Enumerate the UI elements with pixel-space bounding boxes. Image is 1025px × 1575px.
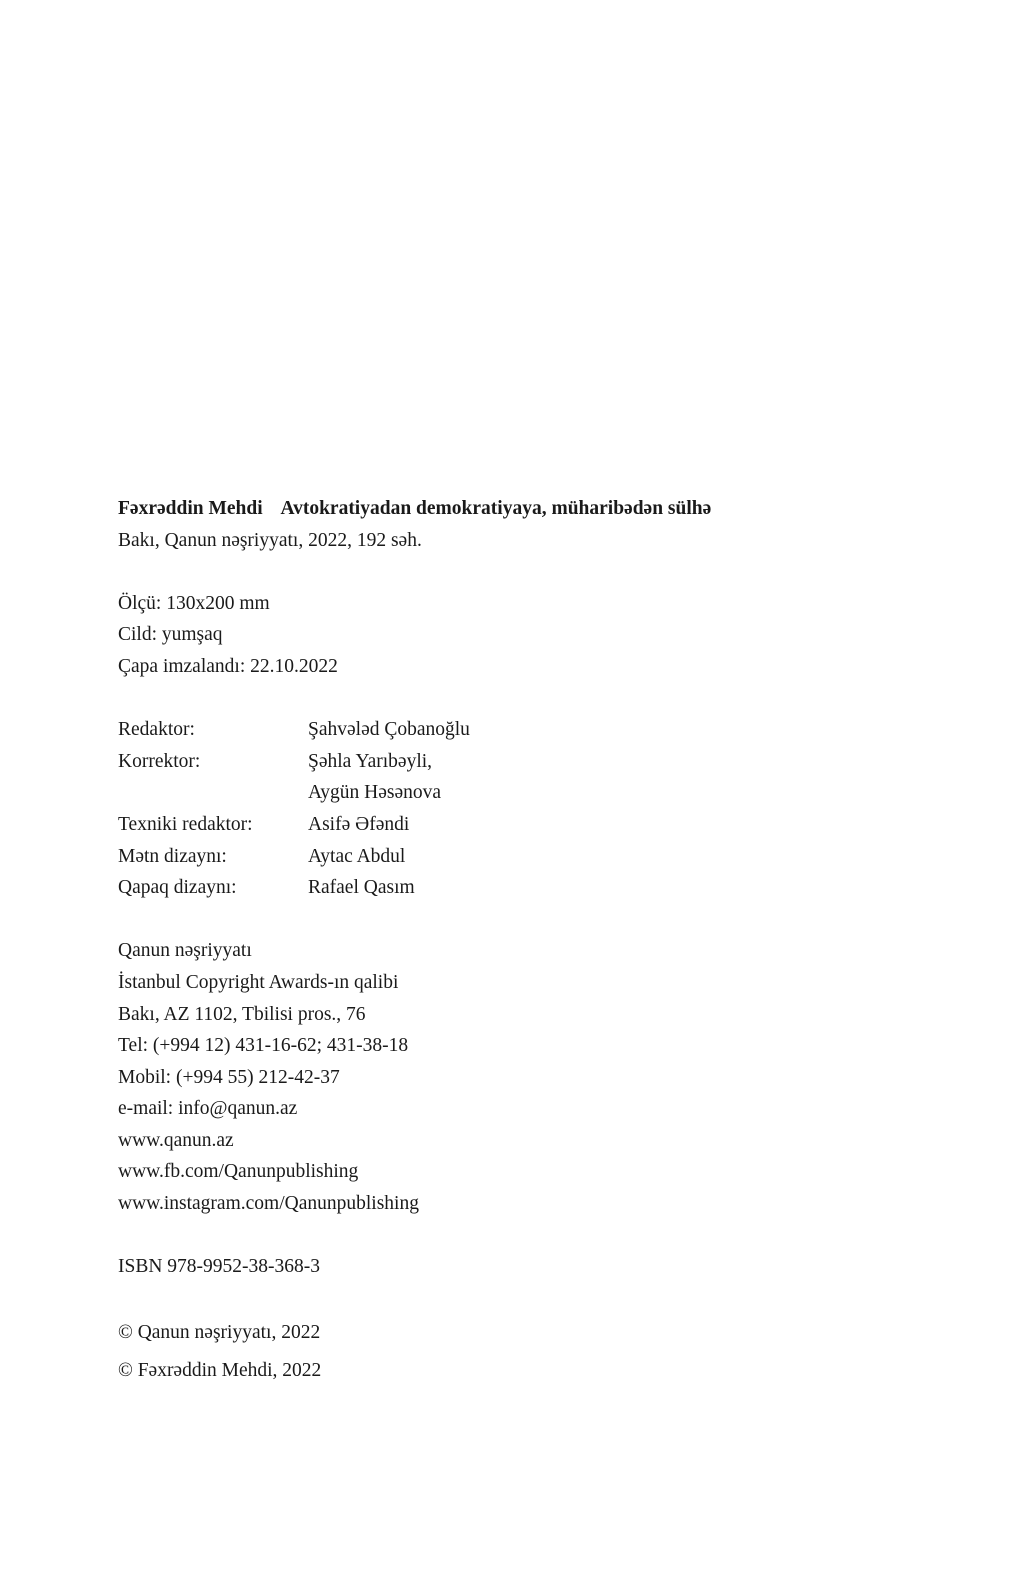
- book-author: Fəxrəddin Mehdi: [118, 498, 263, 519]
- credit-role: [118, 777, 308, 809]
- publisher-name: Qanun nəşriyyatı: [118, 940, 252, 962]
- credits-list: [118, 714, 918, 904]
- publisher-address: Bakı, AZ 1102, Tbilisi pros., 76: [118, 1003, 366, 1025]
- spacer: [118, 1283, 918, 1314]
- credit-role: Qapaq dizaynı:: [118, 877, 237, 899]
- credit-name: Aygün Həsənova: [308, 782, 442, 804]
- copyright-author: © Fəxrəddin Mehdi, 2022: [118, 1359, 322, 1381]
- credit-row-technical-editor: [118, 809, 918, 841]
- specs-list: [118, 588, 918, 683]
- credit-row-editor: [118, 714, 918, 746]
- credit-name: Şahvələd Çobanoğlu: [308, 719, 470, 741]
- spacer: [118, 904, 918, 936]
- imprint-block: [118, 493, 918, 1390]
- publisher-mobile: Mobil: (+994 55) 212-42-37: [118, 1066, 340, 1088]
- publisher-info: [118, 935, 918, 1219]
- credit-name: Asifə Əfəndi: [308, 813, 410, 835]
- publisher-award: İstanbul Copyright Awards-ın qalibi: [118, 971, 399, 993]
- publisher-phone: Tel: (+994 12) 431-16-62; 431-38-18: [118, 1035, 409, 1057]
- credit-name: Şəhla Yarıbəyli,: [308, 750, 433, 772]
- publisher-website: www.qanun.az: [118, 1129, 234, 1151]
- book-title: Avtokratiyadan demokratiyaya, müharibədən sülhə: [280, 498, 712, 519]
- book-heading: [118, 493, 918, 525]
- copyright-publisher: © Qanun nəşriyyatı, 2022: [118, 1321, 321, 1343]
- spacer: [118, 1220, 918, 1252]
- credit-row-text-design: [118, 841, 918, 873]
- publication-info: Bakı, Qanun nəşriyyatı, 2022, 192 səh.: [118, 529, 422, 551]
- publisher-email: e-mail: info@qanun.az: [118, 1098, 298, 1120]
- credit-row-proofreader-2: [118, 777, 918, 809]
- copyright-list: [118, 1314, 918, 1390]
- spec-binding: Cild: yumşaq: [118, 624, 223, 646]
- spec-print-date: Çapa imzalandı: 22.10.2022: [118, 655, 338, 677]
- credit-name: Aytac Abdul: [308, 845, 406, 867]
- credit-role: Korrektor:: [118, 750, 201, 772]
- credit-name: Rafael Qasım: [308, 877, 415, 899]
- spec-size: Ölçü: 130x200 mm: [118, 592, 270, 614]
- credit-role: Mətn dizaynı:: [118, 845, 227, 867]
- publisher-facebook: www.fb.com/Qanunpublishing: [118, 1161, 359, 1183]
- credit-row-proofreader: [118, 746, 918, 778]
- publisher-instagram: www.instagram.com/Qanunpublishing: [118, 1193, 419, 1215]
- spacer: [118, 556, 918, 588]
- spacer: [118, 683, 918, 715]
- credit-row-cover-design: [118, 872, 918, 904]
- credit-role: Redaktor:: [118, 719, 195, 741]
- credit-role: Texniki redaktor:: [118, 813, 253, 835]
- isbn: ISBN 978-9952-38-368-3: [118, 1256, 321, 1278]
